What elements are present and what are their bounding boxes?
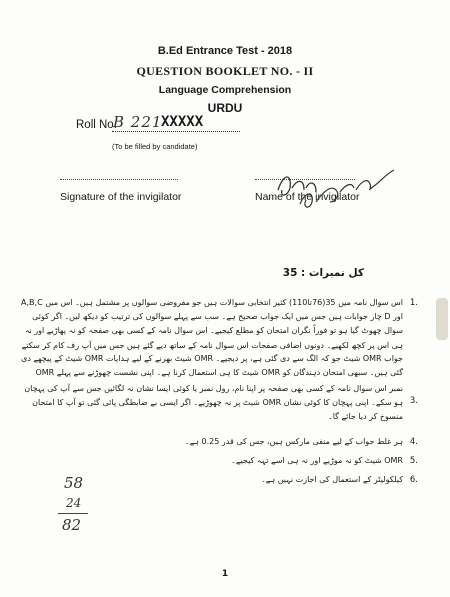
booklet-number: QUESTION BOOKLET NO. - II	[136, 64, 314, 78]
instruction-1: اس سوال نامہ میں 35(76تا110) کثیر انتخابی سوالات ہیں جو مفروضی سوالوں پر مشتمل ہیں۔ اس میں A,B,C اور D چار جوابات ہیں جس میں ایک جواب صحیح ہے۔ سب سے پہلے سوالوں کی ترتیب کو دیکھ لیں۔ اگر کوئی سوال چھوٹ گیا ہو تو فوراً نگران امتحان کو مطلع کیجیے۔ اس سوال نامہ کے کسی بھی صفحہ کو نہ پھاڑیے اور نہ ہی اس پر کچھ لکھیے۔ دونوں اضافی صفحات اس سوال نامہ کے ساتھ دیے گئے ہیں جس میں آپ رف کام کر سکتے	[21, 298, 403, 350]
q3-number: 3.	[409, 396, 418, 406]
q5-number: 5.	[409, 456, 418, 466]
margin-note-2: 24	[66, 496, 82, 510]
roll-underline	[112, 131, 240, 132]
signature-label: Signature of the invigilator	[60, 191, 182, 203]
q1-number: 1.	[409, 298, 418, 308]
scan-blemish	[436, 298, 448, 340]
language-title: URDU	[207, 101, 243, 115]
name-label: Name of the invigilator	[255, 191, 360, 203]
q4-number: 4.	[409, 437, 418, 447]
roll-masked: XXXXX	[161, 114, 204, 130]
instruction-2: جواب OMR شیٹ جو کہ الگ سے دی گئی ہے، پر دیجیے۔ OMR شیٹ بھرنے کے لیے ہدایات OMR شیٹ کے پیچھے دی گئی ہیں۔ سبھی امتحان دہندگان کو OMR شیٹ کا ہی استعمال کرنا ہے۔ اپنی نشست چھوڑنے سے پہلے OMR	[21, 354, 403, 378]
handwritten-signature	[270, 160, 410, 220]
margin-note-rule	[58, 513, 88, 514]
signature-line	[60, 179, 178, 180]
total-marks: کل نمبرات : 35	[282, 267, 364, 279]
exam-title: B.Ed Entrance Test - 2018	[157, 45, 293, 57]
q6-number: 6.	[409, 475, 418, 485]
instruction-3: نمبر اس سوال نامہ کے کسی بھی صفحہ پر اپنا نام، رول نمبر یا کوئی ایسا نشان نہ لگائیں جس سے آپ کی پہچان ہو سکے۔ اپنی پہچان کا کوئی نشان OMR شیٹ پر نہ چھوڑیے۔ اگر ایسی بے ضابطگی پائی گئی تو آپ کا امتحان منسوخ کر دیا جائے گا۔	[24, 384, 403, 422]
section-title: Language Comprehension	[158, 84, 292, 96]
margin-note-3: 82	[62, 516, 82, 534]
instruction-5: OMR شیٹ کو نہ موڑیے اور نہ ہی اسے تہہ کیجیے۔	[231, 456, 403, 465]
margin-note-1: 58	[64, 474, 84, 492]
roll-label: Roll No.	[76, 119, 117, 131]
roll-note: (To be filled by candidate)	[112, 142, 198, 151]
instruction-6: کیلکولیٹر کے استعمال کی اجازت نہیں ہے۔	[261, 475, 403, 484]
instruction-4: ہر غلط جواب کے لیے منفی مارکس ہیں، جس کی قدر 0.25 ہے۔	[184, 437, 403, 446]
page-number: 1	[221, 569, 229, 579]
roll-handwritten: B 221	[113, 113, 163, 131]
